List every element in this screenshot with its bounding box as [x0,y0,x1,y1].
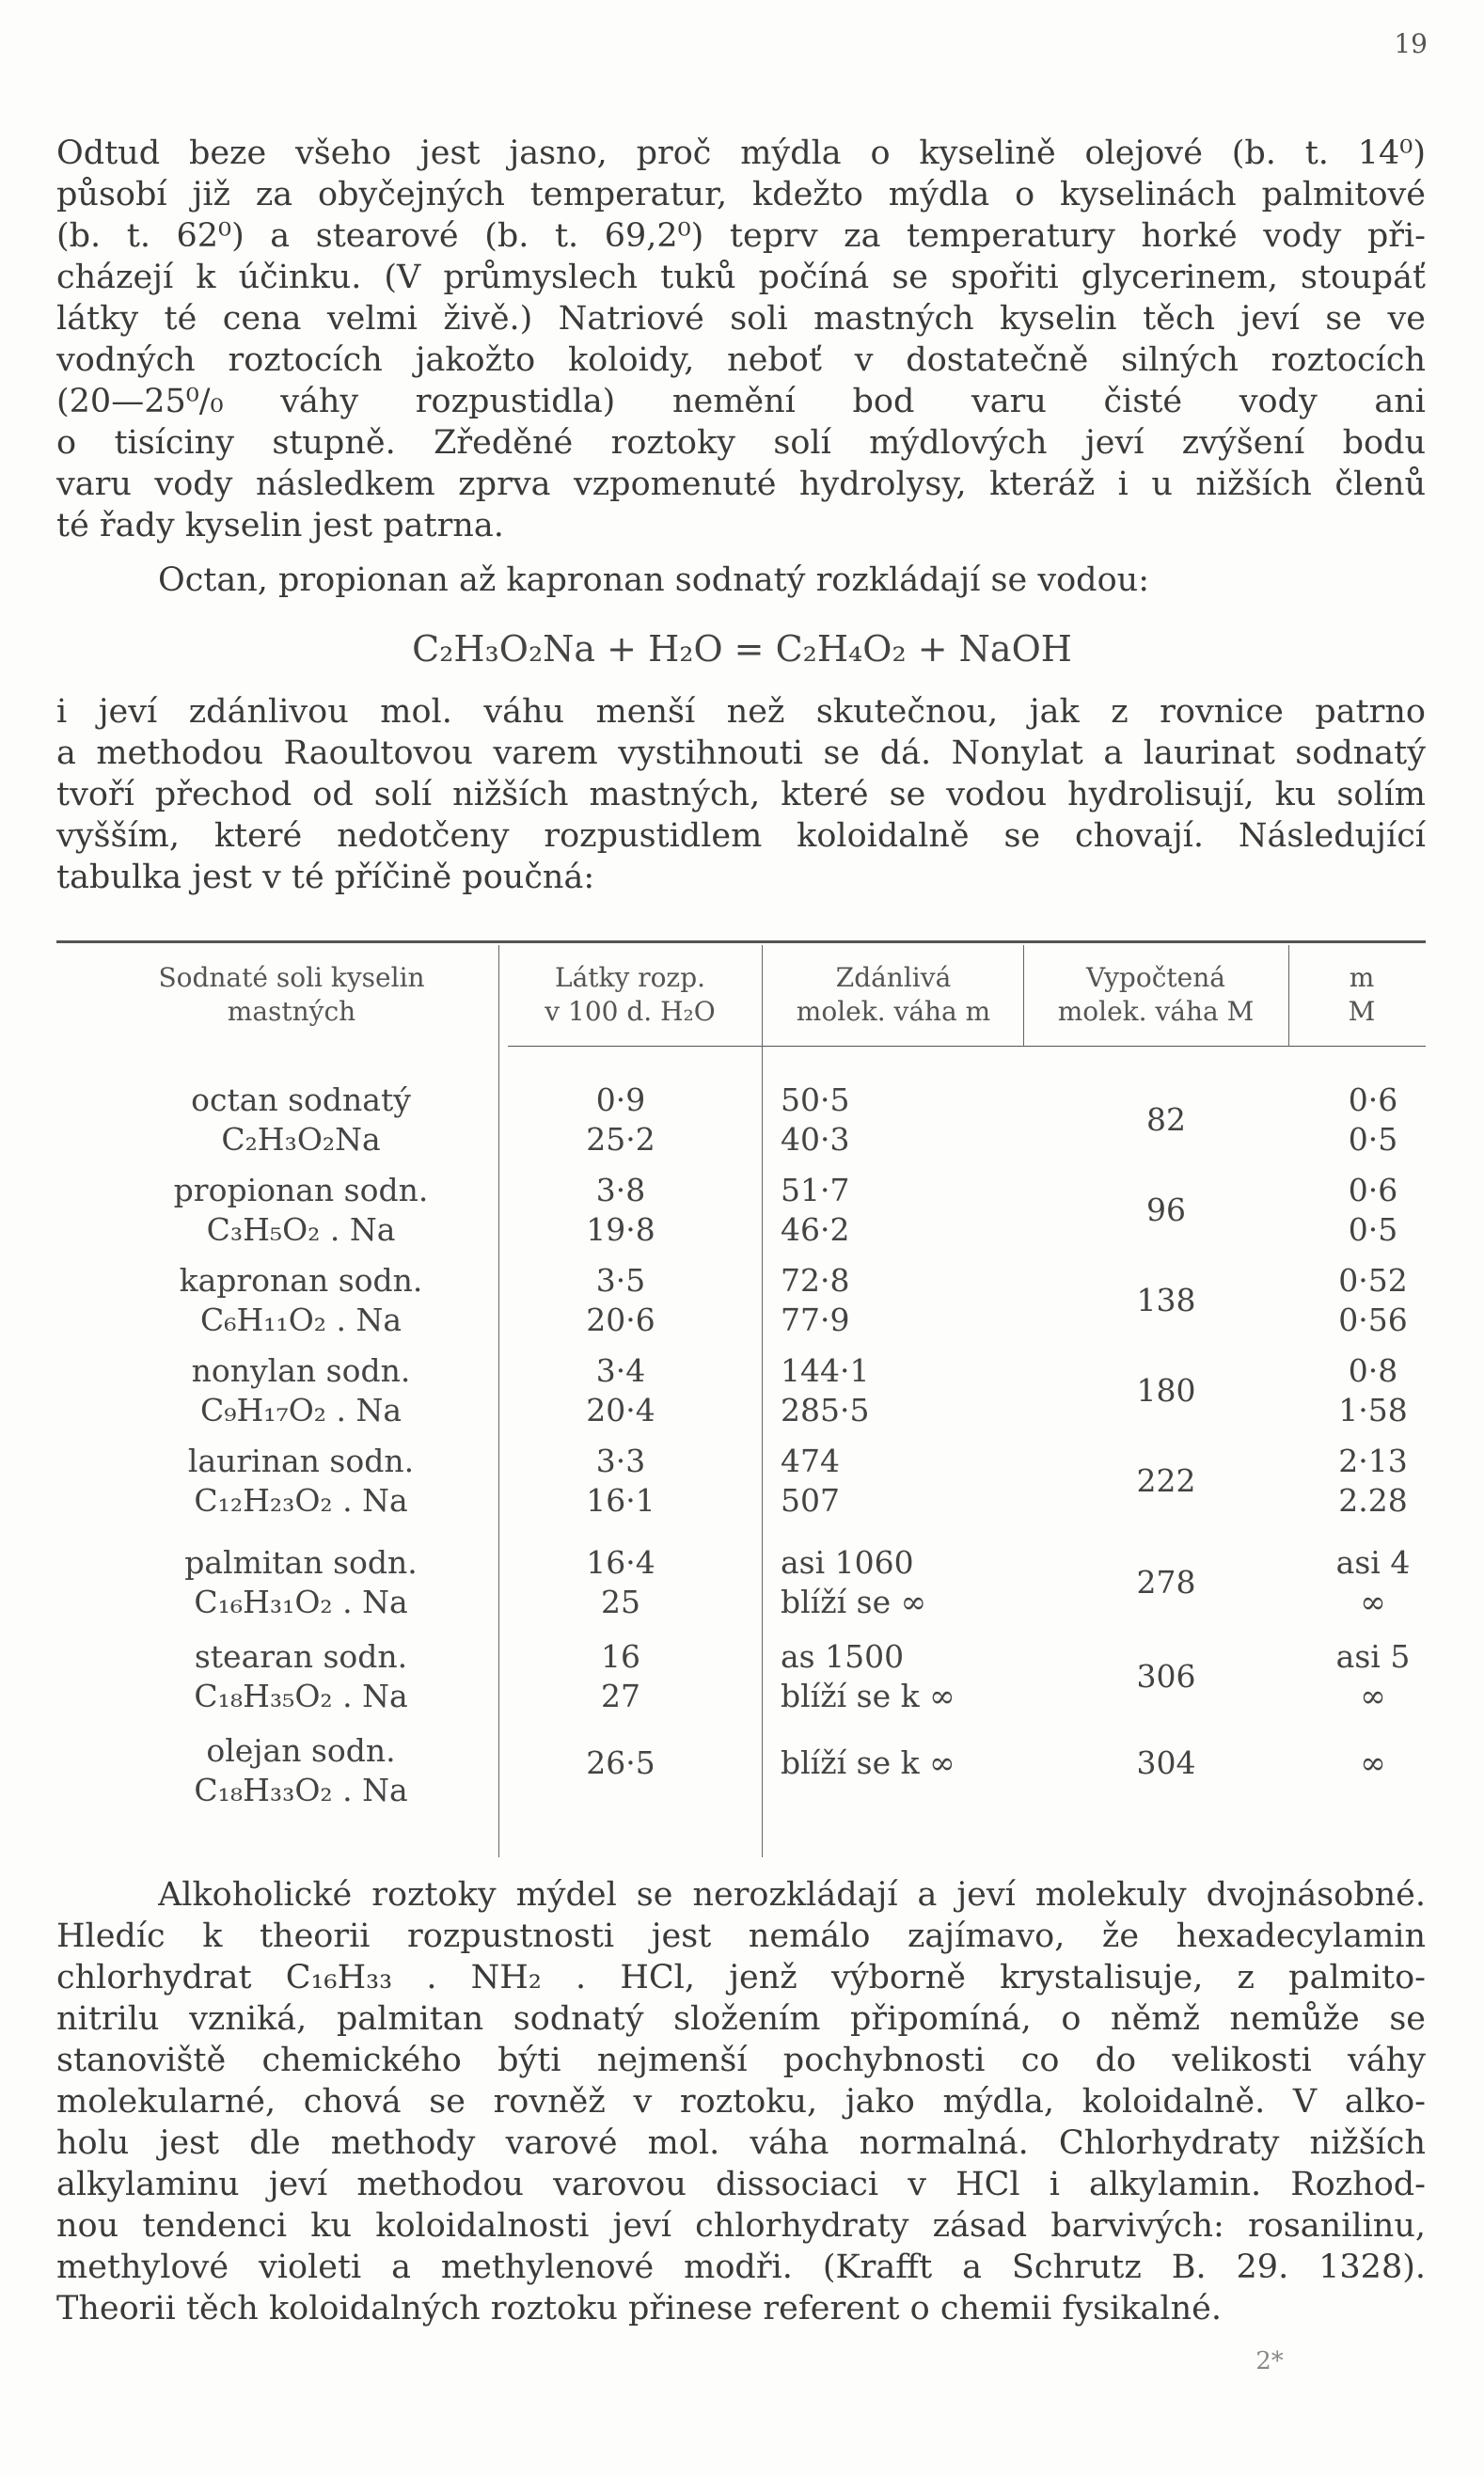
apparent-weight: 46·2 [781,1211,850,1248]
ratio-value: 0·5 [1348,1211,1398,1248]
apparent-weight: blíží se k ∞ [781,1744,955,1781]
concentration: 25·2 [586,1121,655,1158]
header-apparent-weight [769,961,1018,1029]
concentration: 0·9 [595,1081,646,1118]
concentration: 26·5 [586,1744,655,1781]
concentration: 27 [601,1678,640,1714]
salt-name: octan sodnatý [191,1081,411,1118]
concentration: 3·8 [595,1172,646,1208]
apparent-weight: as 1500 [781,1638,905,1675]
salt-name: laurinan sodn. [187,1443,415,1479]
salt-formula: C₂H₃O₂Na [221,1121,381,1158]
header-salt [94,961,489,1029]
text-line: (b. t. 62⁰) a stearové (b. t. 69,2⁰) teprv za temperatury horké vody při- [56,217,1426,255]
apparent-weight: 72·8 [781,1262,850,1299]
text-line: vyšším, které nedotčeny rozpustidlem koloidalně se chovají. Následující [56,817,1426,855]
text-line: působí již za obyčejných temperatur, kdežto mýdla o kyselinách palmitové [56,176,1426,213]
header-apparent-line2: molek. váha m [796,996,991,1027]
header-conc-line1: Látky rozp. [554,962,706,993]
apparent-weight: 474 [781,1443,840,1479]
text-line: nitrilu vzniká, palmitan sodnatý složením připomíná, o němž nemůže se [56,2000,1426,2038]
calculated-weight: 82 [1146,1101,1186,1138]
apparent-weight: 40·3 [781,1121,850,1158]
concentration: 16·1 [586,1482,655,1519]
text-line: tabulka jest v té příčině poučná: [56,859,595,896]
header-concentration [508,961,752,1029]
salt-formula: C₁₂H₂₃O₂ . Na [194,1482,408,1519]
salt-name: propionan sodn. [173,1172,429,1208]
concentration: 19·8 [586,1211,655,1248]
header-apparent-line1: Zdánlivá [835,962,952,993]
salt-formula: C₁₈H₃₃O₂ . Na [194,1772,408,1808]
header-salt-line2: mastných [227,996,356,1027]
text-line: a methodou Raoultovou varem vystihnouti se dá. Nonylat a laurinat sodnatý [56,734,1426,772]
text-line: Hledíc k theorii rozpustnosti jest nemálo zajímavo, že hexadecylamin [56,1917,1426,1955]
table-top-rule [56,940,1426,943]
ratio-value: 0·8 [1348,1352,1398,1389]
text-line: látky té cena velmi živě.) Natriové soli mastných kyselin těch jeví se ve [56,300,1426,338]
apparent-weight: blíží se ∞ [781,1584,927,1620]
ratio-value: ∞ [1360,1744,1386,1781]
signature-mark: 2* [1255,2347,1284,2375]
ratio-value: 0·56 [1338,1302,1408,1338]
text-line: alkylaminu jeví methodou varovou dissociaci v HCl i alkylamin. Rozhod- [56,2166,1426,2203]
text-line: holu jest dle methody varové mol. váha normalná. Chlorhydraty nižších [56,2124,1426,2162]
salt-name: stearan sodn. [194,1638,408,1675]
calculated-weight: 306 [1136,1658,1196,1695]
text-line: Odtud beze všeho jest jasno, proč mýdla o kyselině olejové (b. t. 14⁰) [56,134,1426,172]
salt-name: kapronan sodn. [179,1262,423,1299]
ratio-value: 2·13 [1338,1443,1408,1479]
header-calc-line1: Vypočtená [1086,962,1225,993]
ratio-value: asi 4 [1335,1544,1411,1581]
salt-name: palmitan sodn. [184,1544,418,1581]
text-line: molekularné, chová se rovněž v roztoku, jako mýdla, koloidalně. V alko- [56,2083,1426,2121]
calculated-weight: 304 [1136,1744,1196,1781]
column-divider [1023,945,1024,1047]
text-line: stanoviště chemického býti nejmenší pochybnosti co do velikosti váhy [56,2042,1426,2079]
salt-formula: C₆H₁₁O₂ . Na [199,1302,403,1338]
salt-formula: C₁₈H₃₅O₂ . Na [194,1678,408,1714]
apparent-weight: 51·7 [781,1172,850,1208]
concentration: 16 [601,1638,640,1675]
text-line: tvoří přechod od solí nižších mastných, které se vodou hydrolisují, ku solím [56,776,1426,813]
concentration: 3·4 [595,1352,646,1389]
header-ratio [1296,961,1428,1029]
reaction-equation: C₂H₃O₂Na + H₂O = C₂H₄O₂ + NaOH [412,628,1072,670]
text-line: nou tendenci ku koloidalnosti jeví chlorhydraty zásad barvivých: rosanilinu, [56,2207,1426,2245]
text-line: Theorii těch koloidalných roztoku přinese referent o chemii fysikalné. [56,2290,1222,2327]
concentration: 20·4 [586,1392,655,1428]
concentration: 20·6 [586,1302,655,1338]
apparent-weight: blíží se k ∞ [781,1678,955,1714]
text-line: Alkoholické roztoky mýdel se nerozkládají a jeví molekuly dvojnásobné. [158,1876,1426,1914]
ratio-value: ∞ [1360,1678,1386,1714]
column-divider [498,945,499,1857]
ratio-value: ∞ [1360,1584,1386,1620]
ratio-value: 2.28 [1338,1482,1408,1519]
apparent-weight: asi 1060 [781,1544,914,1581]
page-number: 19 [1394,28,1428,59]
text-line: varu vody následkem zprva vzpomenuté hydrolysy, kteráž i u nižších členů [56,465,1426,503]
text-line: i jeví zdánlivou mol. váhu menší než skutečnou, jak z rovnice patrno [56,693,1426,731]
apparent-weight: 507 [781,1482,840,1519]
salt-name: nonylan sodn. [191,1352,411,1389]
apparent-weight: 77·9 [781,1302,850,1338]
column-divider [1288,945,1289,1047]
salt-formula: C₁₆H₃₁O₂ . Na [194,1584,408,1620]
calculated-weight: 96 [1146,1191,1186,1228]
salt-formula: C₃H₅O₂ . Na [206,1211,396,1248]
ratio-value: 1·58 [1338,1392,1408,1428]
ratio-value: 0·5 [1348,1121,1398,1158]
calculated-weight: 180 [1136,1372,1196,1409]
text-line: (20—25⁰/₀ váhy rozpustidla) nemění bod varu čisté vody ani [56,383,1426,420]
salt-formula: C₉H₁₇O₂ . Na [199,1392,403,1428]
concentration: 25 [601,1584,640,1620]
text-line: methylové violeti a methylenové modři. (Krafft a Schrutz B. 29. 1328). [56,2248,1426,2286]
apparent-weight: 285·5 [781,1392,870,1428]
concentration: 3·3 [595,1443,646,1479]
reaction-intro: Octan, propionan až kapronan sodnatý rozkládají se vodou: [158,561,1149,599]
apparent-weight: 50·5 [781,1081,850,1118]
salt-name: olejan sodn. [206,1732,396,1769]
text-line: o tisíciny stupně. Zředěné roztoky solí mýdlových jeví zvýšení bodu [56,424,1426,462]
apparent-weight: 144·1 [781,1352,870,1389]
calculated-weight: 222 [1136,1462,1196,1499]
ratio-value: asi 5 [1335,1638,1411,1675]
ratio-value: 0·6 [1348,1172,1398,1208]
header-conc-line2: v 100 d. H₂O [545,996,716,1027]
header-salt-line1: Sodnaté soli kyselin [158,962,425,993]
header-calculated-weight [1029,961,1283,1029]
text-line: vodných roztocích jakožto koloidy, neboť v dostatečně silných roztocích [56,341,1426,379]
text-line: cházejí k účinku. (V průmyslech tuků počíná se spořiti glycerinem, stoupáť [56,259,1426,296]
ratio-value: 0·52 [1338,1262,1408,1299]
ratio-value: 0·6 [1348,1081,1398,1118]
calculated-weight: 138 [1136,1282,1196,1318]
header-ratio-denominator: M [1348,996,1376,1027]
text-line: chlorhydrat C₁₆H₃₃ . NH₂ . HCl, jenž výborně krystalisuje, z palmito- [56,1959,1426,1996]
text-line: té řady kyselin jest patrna. [56,507,504,544]
concentration: 3·5 [595,1262,646,1299]
header-calc-line2: molek. váha M [1057,996,1255,1027]
calculated-weight: 278 [1136,1564,1196,1601]
header-ratio-numerator: m [1349,962,1375,993]
concentration: 16·4 [586,1544,655,1581]
